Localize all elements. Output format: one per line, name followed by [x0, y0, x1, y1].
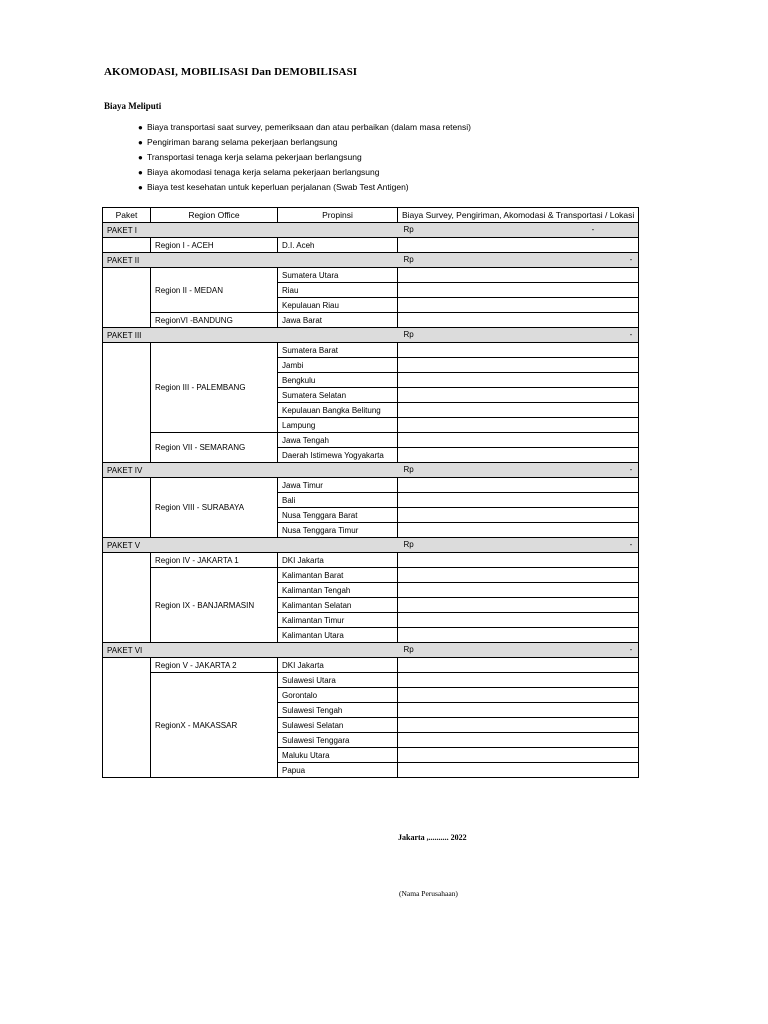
cost-item-text: Biaya transportasi saat survey, pemeriksaan dan atau perbaikan (dalam masa retensi)	[147, 122, 471, 132]
price-cell	[398, 358, 639, 373]
cost-item-text: Transportasi tenaga kerja selama pekerjaan berlangsung	[147, 152, 362, 162]
paket-name: PAKET I	[103, 223, 151, 238]
price-cell	[398, 598, 639, 613]
table-row	[103, 673, 639, 688]
price-cell	[398, 718, 639, 733]
cost-item	[138, 165, 471, 180]
province: Kepulauan Bangka Belitung	[278, 403, 398, 418]
cost-item-text: Pengiriman barang selama pekerjaan berlangsung	[147, 137, 338, 147]
paket-spacer	[103, 238, 151, 253]
section-subtitle: Biaya Meliputi	[104, 101, 162, 111]
table-row	[103, 238, 639, 253]
paket-blank	[151, 643, 278, 658]
paket-row	[103, 643, 639, 658]
paket-name: PAKET IV	[103, 463, 151, 478]
place-date: Jakarta ,.......... 2022	[398, 833, 467, 842]
price-cell	[398, 688, 639, 703]
region-office: Region I - ACEH	[151, 238, 278, 253]
table-row	[103, 478, 639, 493]
price-cell	[398, 748, 639, 763]
paket-blank	[278, 463, 398, 478]
currency-label: Rp	[403, 330, 414, 339]
paket-blank	[151, 223, 278, 238]
document-title: AKOMODASI, MOBILISASI Dan DEMOBILISASI	[104, 66, 358, 78]
bullet-icon: ●	[138, 183, 143, 192]
paket-price	[398, 463, 639, 478]
price-cell	[398, 448, 639, 463]
province: Kalimantan Tengah	[278, 583, 398, 598]
table-row	[103, 568, 639, 583]
price-cell	[398, 508, 639, 523]
province: Nusa Tenggara Timur	[278, 523, 398, 538]
province: Kalimantan Utara	[278, 628, 398, 643]
region-office: Region V - JAKARTA 2	[151, 658, 278, 673]
province: Sumatera Utara	[278, 268, 398, 283]
paket-name: PAKET VI	[103, 643, 151, 658]
region-office: Region IX - BANJARMASIN	[151, 568, 278, 643]
price-dash: -	[629, 465, 633, 474]
region-office: Region IV - JAKARTA 1	[151, 553, 278, 568]
province: Kalimantan Timur	[278, 613, 398, 628]
province: Jawa Barat	[278, 313, 398, 328]
bullet-icon: ●	[138, 123, 143, 132]
paket-row	[103, 253, 639, 268]
province: Sulawesi Selatan	[278, 718, 398, 733]
province: Nusa Tenggara Barat	[278, 508, 398, 523]
currency-label: Rp	[403, 255, 414, 264]
price-cell	[398, 478, 639, 493]
region-office: Region VIII - SURABAYA	[151, 478, 278, 538]
price-cell	[398, 703, 639, 718]
province: Maluku Utara	[278, 748, 398, 763]
header-paket: Paket	[103, 208, 151, 223]
price-cell	[398, 433, 639, 448]
province: Kalimantan Selatan	[278, 598, 398, 613]
paket-spacer	[103, 658, 151, 778]
paket-spacer	[103, 478, 151, 538]
price-dash: -	[591, 225, 595, 234]
cost-items-list	[138, 120, 471, 195]
cost-item	[138, 135, 471, 150]
paket-row	[103, 328, 639, 343]
price-cell	[398, 733, 639, 748]
paket-price	[398, 643, 639, 658]
province: Kalimantan Barat	[278, 568, 398, 583]
price-cell	[398, 403, 639, 418]
cost-item-text: Biaya test kesehatan untuk keperluan perjalanan (Swab Test Antigen)	[147, 182, 409, 192]
table-row	[103, 313, 639, 328]
header-biaya: Biaya Survey, Pengiriman, Akomodasi & Transportasi / Lokasi	[398, 208, 639, 223]
price-cell	[398, 418, 639, 433]
paket-name: PAKET II	[103, 253, 151, 268]
table-header-row	[103, 208, 639, 223]
region-office: Region VII - SEMARANG	[151, 433, 278, 463]
region-office: Region III - PALEMBANG	[151, 343, 278, 433]
table-row	[103, 343, 639, 358]
paket-spacer	[103, 553, 151, 643]
province: Bengkulu	[278, 373, 398, 388]
price-cell	[398, 613, 639, 628]
paket-name: PAKET III	[103, 328, 151, 343]
region-office: Region II - MEDAN	[151, 268, 278, 313]
province: Riau	[278, 283, 398, 298]
cost-table	[102, 207, 639, 778]
region-office: RegionVI -BANDUNG	[151, 313, 278, 328]
price-cell	[398, 523, 639, 538]
price-dash: -	[629, 645, 633, 654]
province: Sumatera Barat	[278, 343, 398, 358]
price-cell	[398, 658, 639, 673]
paket-blank	[151, 328, 278, 343]
table-row	[103, 658, 639, 673]
paket-row	[103, 463, 639, 478]
province: Gorontalo	[278, 688, 398, 703]
paket-blank	[151, 538, 278, 553]
paket-blank	[278, 223, 398, 238]
cost-item-text: Biaya akomodasi tenaga kerja selama pekerjaan berlangsung	[147, 167, 380, 177]
bullet-icon: ●	[138, 168, 143, 177]
cost-item	[138, 120, 471, 135]
paket-blank	[278, 328, 398, 343]
table-row	[103, 268, 639, 283]
province: Bali	[278, 493, 398, 508]
price-cell	[398, 268, 639, 283]
province: Sulawesi Tenggara	[278, 733, 398, 748]
price-dash: -	[629, 330, 633, 339]
province: Sumatera Selatan	[278, 388, 398, 403]
price-cell	[398, 763, 639, 778]
province: Lampung	[278, 418, 398, 433]
price-cell	[398, 628, 639, 643]
province: D.I. Aceh	[278, 238, 398, 253]
paket-price	[398, 538, 639, 553]
paket-price	[398, 223, 639, 238]
province: Jawa Timur	[278, 478, 398, 493]
table-row	[103, 433, 639, 448]
price-cell	[398, 373, 639, 388]
province: Jawa Tengah	[278, 433, 398, 448]
paket-spacer	[103, 268, 151, 328]
bullet-icon: ●	[138, 138, 143, 147]
paket-blank	[278, 538, 398, 553]
paket-row	[103, 538, 639, 553]
table-row	[103, 553, 639, 568]
paket-row	[103, 223, 639, 238]
price-cell	[398, 343, 639, 358]
province: Sulawesi Utara	[278, 673, 398, 688]
price-cell	[398, 388, 639, 403]
price-cell	[398, 313, 639, 328]
price-cell	[398, 568, 639, 583]
paket-blank	[151, 253, 278, 268]
currency-label: Rp	[403, 465, 414, 474]
province: DKI Jakarta	[278, 658, 398, 673]
cost-item	[138, 150, 471, 165]
paket-price	[398, 253, 639, 268]
price-cell	[398, 493, 639, 508]
header-region-office: Region Office	[151, 208, 278, 223]
paket-blank	[278, 643, 398, 658]
price-cell	[398, 238, 639, 253]
currency-label: Rp	[403, 225, 414, 234]
price-cell	[398, 673, 639, 688]
header-propinsi: Propinsi	[278, 208, 398, 223]
currency-label: Rp	[403, 540, 414, 549]
paket-price	[398, 328, 639, 343]
price-cell	[398, 553, 639, 568]
paket-blank	[151, 463, 278, 478]
province: Kepulauan Riau	[278, 298, 398, 313]
price-dash: -	[629, 255, 633, 264]
region-office: RegionX - MAKASSAR	[151, 673, 278, 778]
paket-name: PAKET V	[103, 538, 151, 553]
province: Daerah Istimewa Yogyakarta	[278, 448, 398, 463]
province: Papua	[278, 763, 398, 778]
cost-item	[138, 180, 471, 195]
price-cell	[398, 583, 639, 598]
price-cell	[398, 283, 639, 298]
province: Sulawesi Tengah	[278, 703, 398, 718]
price-cell	[398, 298, 639, 313]
province: Jambi	[278, 358, 398, 373]
company-name-placeholder: (Nama Perusahaan)	[399, 889, 458, 898]
bullet-icon: ●	[138, 153, 143, 162]
price-dash: -	[629, 540, 633, 549]
province: DKI Jakarta	[278, 553, 398, 568]
paket-blank	[278, 253, 398, 268]
paket-spacer	[103, 343, 151, 463]
currency-label: Rp	[403, 645, 414, 654]
